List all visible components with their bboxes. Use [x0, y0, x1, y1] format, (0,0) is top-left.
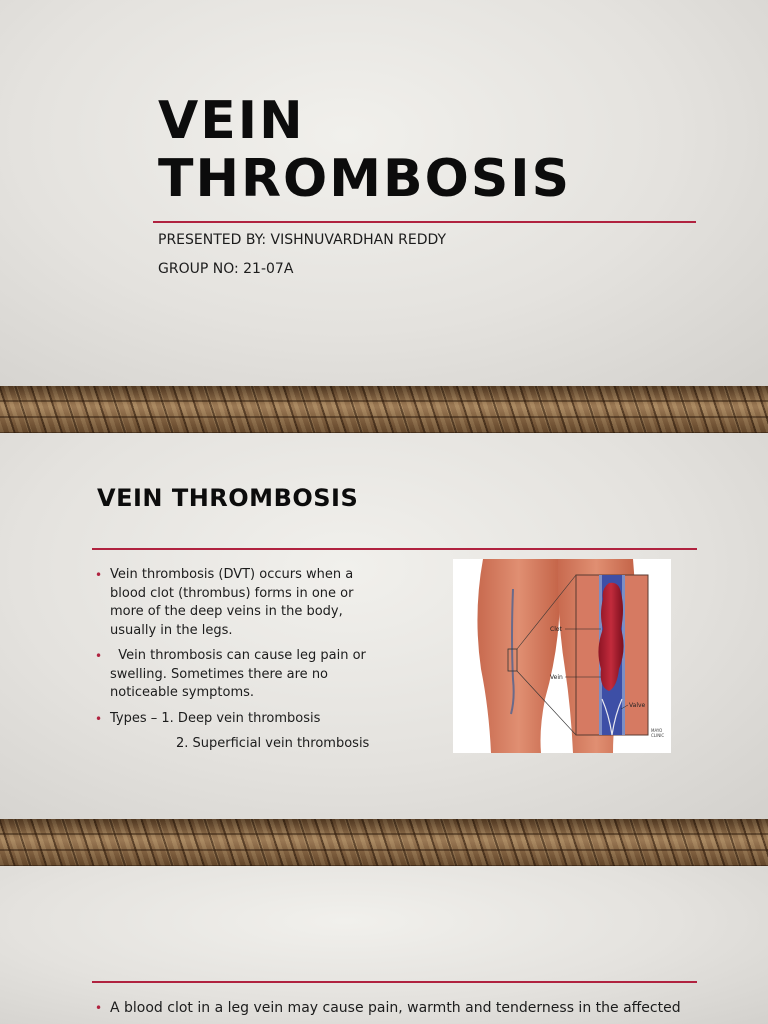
list-item [95, 710, 385, 754]
list-item [95, 647, 385, 703]
label-clot: Clot [550, 626, 562, 633]
leg-vein-diagram [453, 559, 671, 753]
title-line-2: THROMBOSIS [158, 149, 572, 209]
bullet-text: Vein thrombosis (DVT) occurs when a blood clot (thrombus) forms in one or more of the deep veins in the body, usually in the legs. [110, 567, 358, 638]
bullet-text: A blood clot in a leg vein may cause pain, warmth and tenderness in the affected [110, 1000, 681, 1016]
title-divider [153, 221, 696, 223]
slide3-bullet-list [95, 998, 735, 1018]
heading-divider [92, 548, 697, 550]
slide3-divider [92, 981, 697, 983]
dvt-illustration [453, 559, 671, 753]
slide-title [0, 0, 768, 386]
bullet-text: Types – 1. Deep vein thrombosis [110, 710, 321, 726]
label-valve: Valve [629, 702, 646, 709]
credit-mark-1: MAYO [651, 728, 663, 733]
group-line: GROUP NO: 21-07A [158, 261, 294, 277]
list-item [95, 998, 735, 1018]
bullet-dot-icon: • [95, 649, 103, 663]
bullet-dot-icon: • [95, 711, 103, 726]
types-second-item: 2. Superficial vein thrombosis [176, 736, 370, 751]
left-leg [477, 559, 559, 753]
presentation-title [158, 92, 571, 208]
list-item [95, 566, 385, 640]
bullet-dot-icon: • [95, 568, 103, 582]
slide-heading: VEIN THROMBOSIS [97, 484, 359, 512]
presenter-line: PRESENTED BY: VISHNUVARDHAN REDDY [158, 232, 447, 248]
bullet-text: Vein thrombosis can cause leg pain or swelling. Sometimes there are no noticeable symptoms. [110, 648, 371, 700]
bullet-dot-icon: • [95, 1001, 103, 1015]
wood-floor-divider [0, 386, 768, 433]
wood-floor-divider [0, 819, 768, 866]
title-line-1: VEIN [158, 91, 305, 151]
bullet-list [95, 566, 385, 761]
credit-mark-2: CLINIC [651, 733, 665, 738]
label-vein: Vein [550, 674, 563, 681]
